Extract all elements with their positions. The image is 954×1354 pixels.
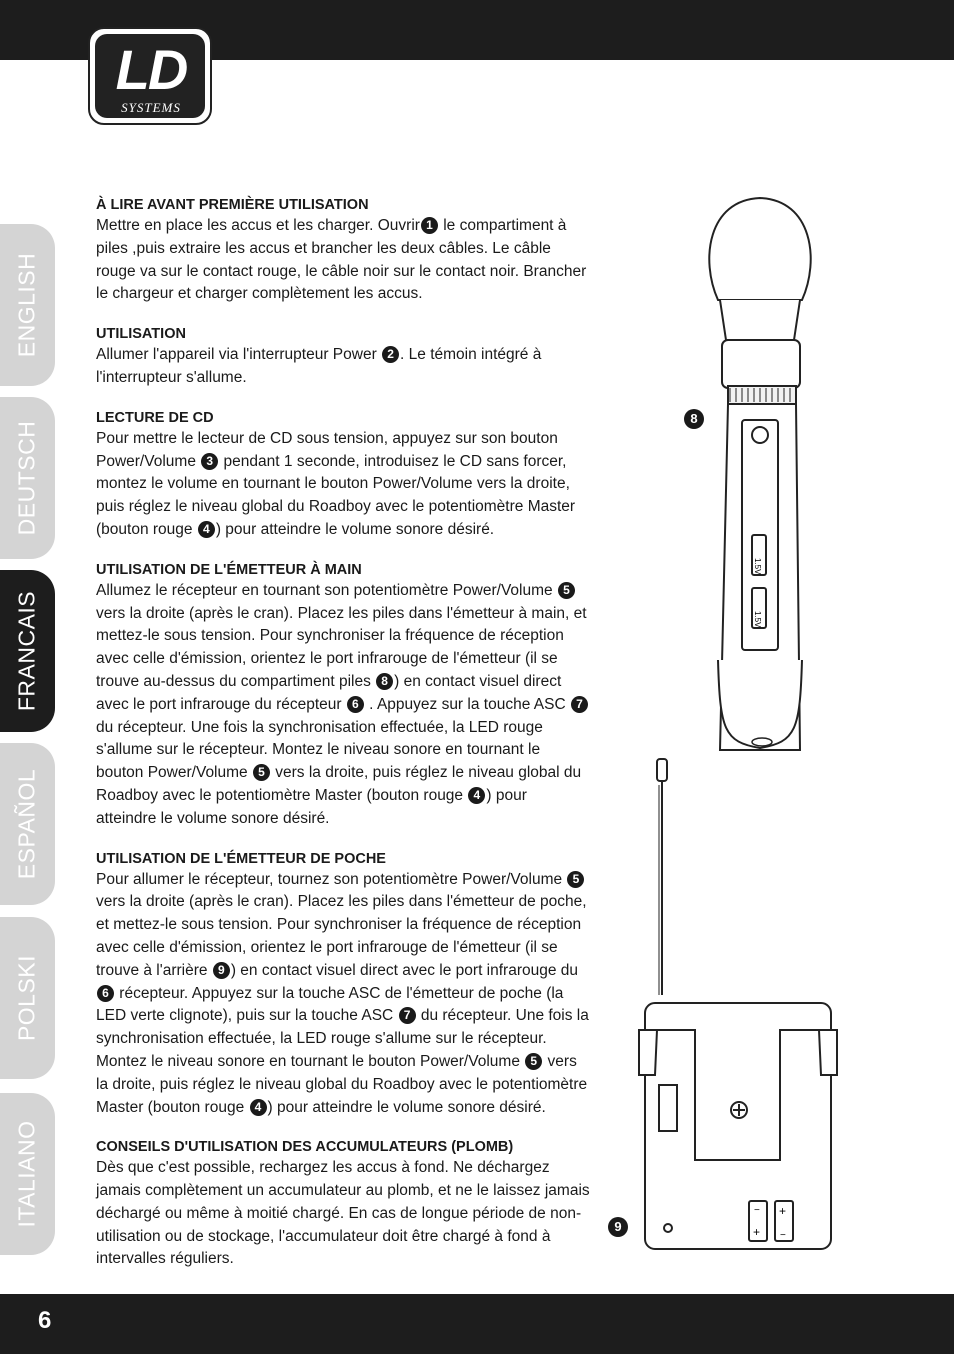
section-4 xyxy=(96,849,590,1120)
body-text: Allumez le récepteur en tournant son potentiomètre Power/Volume xyxy=(96,581,557,599)
section-heading: UTILISATION DE L'ÉMETTEUR À MAIN xyxy=(96,561,362,578)
section-heading: CONSEILS D'UTILISATION DES ACCUMULATEURS (PLOMB) xyxy=(96,1139,514,1156)
handheld-microphone-illustration xyxy=(690,190,830,760)
body-text: ) pour atteindre le volume sonore désiré. xyxy=(96,786,527,827)
body-text: Pour mettre le lecteur de CD sous tension, appuyez sur son bouton Power/Volume xyxy=(96,429,558,470)
callout-number: 5 xyxy=(567,871,584,888)
callout-number: 6 xyxy=(97,985,114,1002)
section-5 xyxy=(96,1137,590,1271)
body-text: ) en contact visuel direct avec le port infrarouge du récepteur xyxy=(96,672,562,713)
tab-deutsch[interactable] xyxy=(0,397,55,559)
pocket-plus-right: + xyxy=(779,1204,787,1218)
body-text: le compartiment à piles ,puis extraire les accus et brancher les deux câbles. Le câble rouge va sur le contact rouge, le câble noir sur le contact noir. Brancher le chargeur et charger complètement les accus. xyxy=(96,217,587,303)
body-text: ) en contact visuel direct avec le port infrarouge du xyxy=(230,961,579,979)
callout-number: 4 xyxy=(250,1099,267,1116)
tab-francais-label: FRANCAIS xyxy=(13,590,40,712)
body-text: Allumer l'appareil via l'interrupteur Power xyxy=(96,346,382,364)
section-heading: UTILISATION DE L'ÉMETTEUR DE POCHE xyxy=(96,850,386,867)
tab-italiano-label: ITALIANO xyxy=(13,1120,40,1228)
section-body xyxy=(96,1157,590,1271)
body-text: ) pour atteindre le volume sonore désiré. xyxy=(267,1098,546,1116)
body-text: . Le témoin intégré à l'interrupteur s'allume. xyxy=(96,346,542,386)
body-text: pendant 1 seconde, introduisez le CD sans forcer, montez le volume en tournant le bouton Power/Volume vers la droite, puis réglez le niveau global du Roadboy avec le potentiomètre Master (bouton rouge xyxy=(96,452,576,538)
body-text: Pour allumer le récepteur, tournez son potentiomètre Power/Volume xyxy=(96,870,567,888)
mic-battery-label-2: 1.5V xyxy=(753,611,762,628)
section-heading: LECTURE DE CD xyxy=(96,409,214,426)
body-text: vers la droite (après le cran). Placez les piles dans l'émetteur de poche, et mettez-le sous tension. Pour synchroniser la fréquence de réception avec celle d'émission, orientez le port infrarouge de l'émetteur (il se trouve à l'arrière xyxy=(96,893,587,979)
tab-espanol[interactable] xyxy=(0,743,55,905)
section-heading: UTILISATION xyxy=(96,326,186,343)
section-body xyxy=(96,869,590,1120)
body-text: du récepteur. Une fois la synchronisation effectuée, la LED rouge s'allume sur le récepteur. Montez le niveau sonore en tournant le bouton Power/Volume xyxy=(96,1007,589,1070)
callout-number: 1 xyxy=(421,217,438,234)
callout-number: 4 xyxy=(468,787,485,804)
callout-number: 6 xyxy=(347,696,364,713)
pocket-minus-left: − xyxy=(754,1205,760,1216)
instructions-text xyxy=(96,195,590,1289)
tab-english[interactable] xyxy=(0,224,55,386)
callout-number: 9 xyxy=(213,962,230,979)
callout-number: 7 xyxy=(571,696,588,713)
callout-number: 5 xyxy=(558,582,575,599)
pocket-plus-left: + xyxy=(753,1225,761,1239)
tab-italiano[interactable] xyxy=(0,1093,55,1255)
body-text: vers la droite (après le cran). Placez les piles dans l'émetteur à main, et mettez-le sous tension. Pour synchroniser la fréquence de réception avec celle d'émission, orientez le port infrarouge de l'émetteur (il se trouve au-dessus du compartiment piles xyxy=(96,604,587,690)
body-text: vers la droite, puis réglez le niveau global du Roadboy avec le potentiomètre Master (bouton rouge xyxy=(96,1052,588,1116)
section-body xyxy=(96,428,590,542)
callout-number: 5 xyxy=(525,1053,542,1070)
callout-number: 5 xyxy=(253,764,270,781)
callout-number: 8 xyxy=(376,673,393,690)
callout-number: 4 xyxy=(198,521,215,538)
page-number: 6 xyxy=(38,1307,52,1334)
callout-8: 8 xyxy=(684,409,704,429)
section-1 xyxy=(96,324,590,390)
callout-number: 3 xyxy=(201,453,218,470)
section-body xyxy=(96,580,590,831)
logo-main-text: LD xyxy=(115,38,187,101)
body-text: du récepteur. Une fois la synchronisation effectuée, la LED rouge s'allume sur le récepteur. Montez le niveau sonore en tournant le bouton Power/Volume xyxy=(96,718,543,782)
pocket-transmitter-illustration xyxy=(635,755,840,1255)
mic-battery-label-1: 1.5V xyxy=(753,558,762,575)
tab-deutsch-label: DEUTSCH xyxy=(13,420,40,536)
body-text: vers la droite, puis réglez le niveau global du Roadboy avec le potentiomètre Master (bouton rouge xyxy=(96,764,582,804)
section-heading: À LIRE AVANT PREMIÈRE UTILISATION xyxy=(96,197,369,213)
callout-number: 7 xyxy=(399,1007,416,1024)
section-0 xyxy=(96,195,590,306)
tab-english-label: ENGLISH xyxy=(13,252,40,358)
bottom-bar xyxy=(0,1294,954,1354)
body-text: Mettre en place les accus et les charger. Ouvrir xyxy=(96,217,420,234)
pocket-minus-right: − xyxy=(780,1230,786,1241)
section-3 xyxy=(96,560,590,831)
tab-polski[interactable] xyxy=(0,917,55,1079)
ld-systems-logo xyxy=(88,27,212,125)
callout-number: 2 xyxy=(382,346,399,363)
tab-francais[interactable] xyxy=(0,570,55,732)
body-text: ) pour atteindre le volume sonore désiré. xyxy=(215,520,495,538)
body-text: récepteur. Appuyez sur la touche ASC de l'émetteur de poche (la LED verte clignote), puis sur la touche ASC xyxy=(96,984,564,1025)
tab-polski-label: POLSKI xyxy=(13,954,40,1042)
callout-9: 9 xyxy=(608,1217,628,1237)
body-text: . Appuyez sur la touche ASC xyxy=(364,695,570,713)
section-2 xyxy=(96,408,590,542)
section-body xyxy=(96,215,590,306)
tab-espanol-label: ESPAÑOL xyxy=(13,768,40,880)
logo-sub-text: SYSTEMS xyxy=(121,100,181,115)
body-text: Dès que c'est possible, rechargez les accus à fond. Ne déchargez jamais complètement un accumulateur au plomb, et ne le laissez jamais déchargé ou même à moitié chargé. En cas de longue période de non-utilisation ou de stockage, l'accumulateur doit être chargé à fond à intervalles réguliers. xyxy=(96,1159,590,1268)
section-body xyxy=(96,344,590,390)
